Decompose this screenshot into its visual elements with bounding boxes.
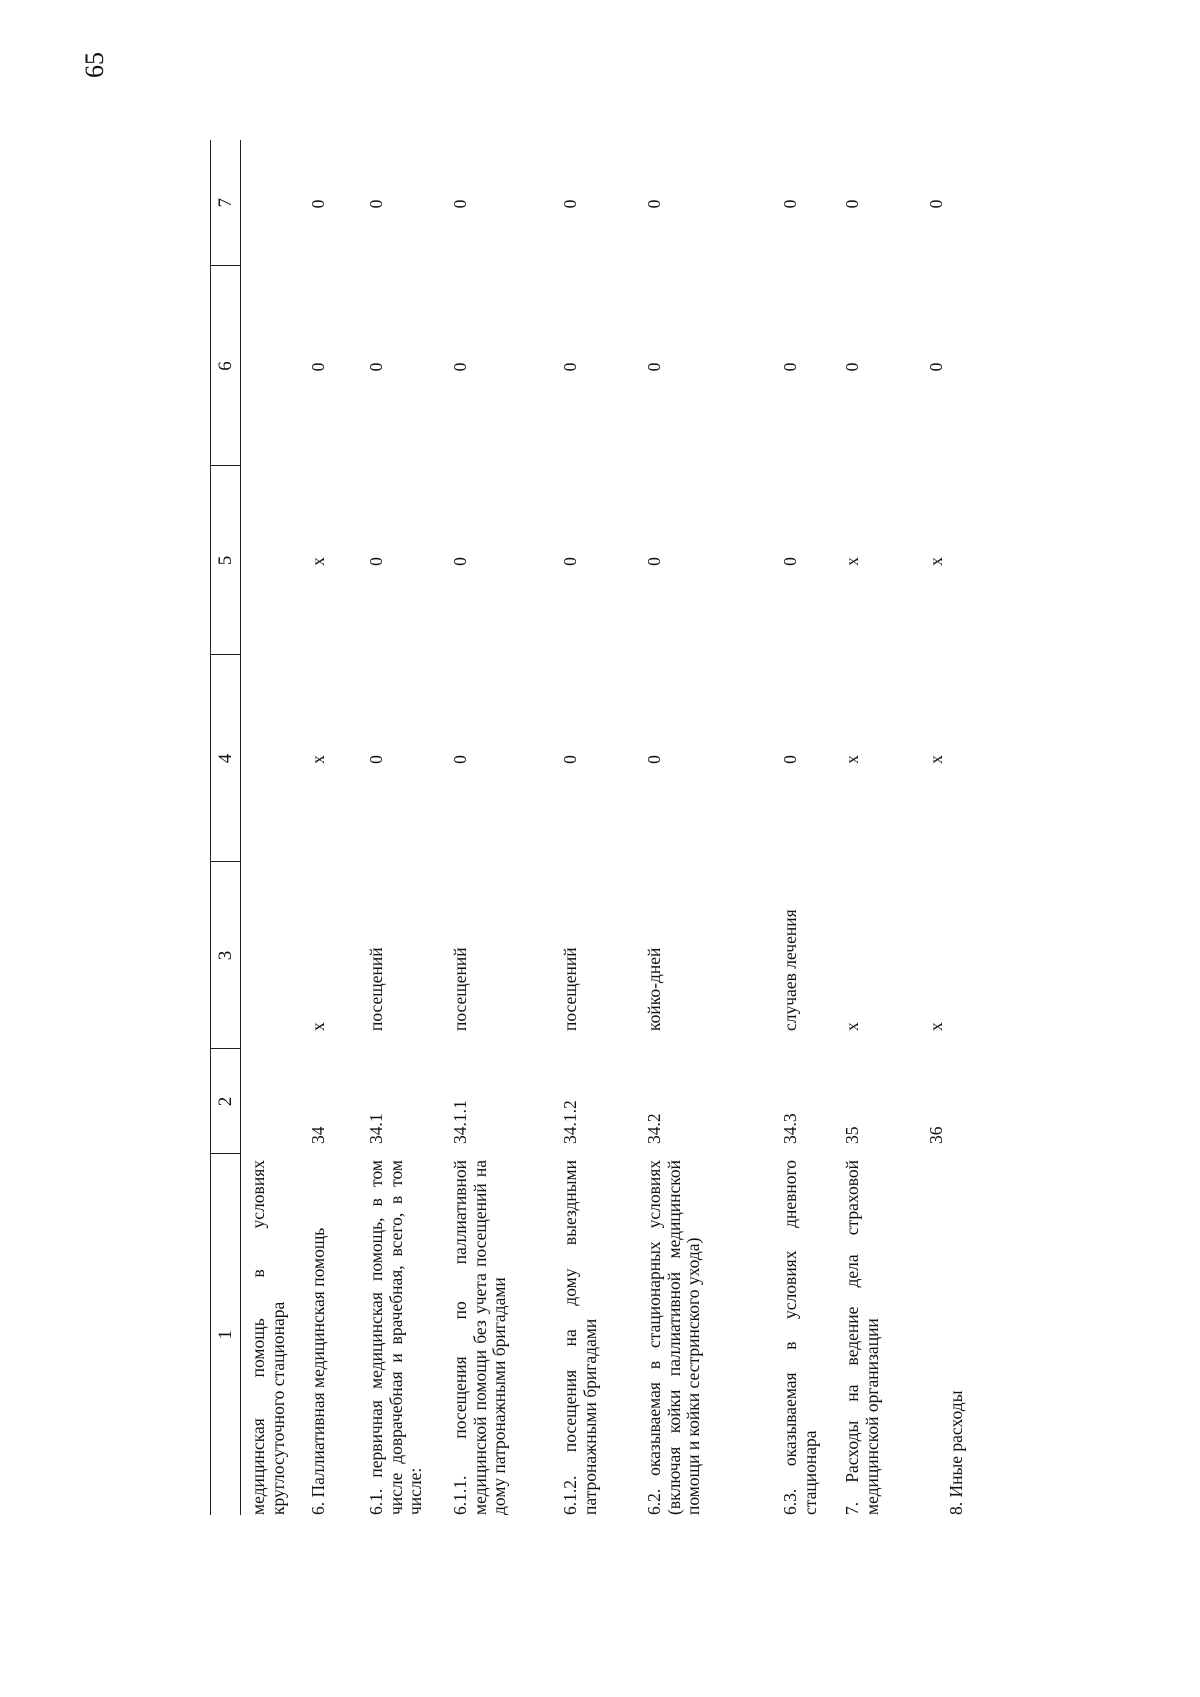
table-row <box>781 140 843 1515</box>
row-unit: посещений <box>450 947 470 1031</box>
row-value-col4: x <box>842 755 862 764</box>
row-unit: койко-дней <box>644 947 664 1031</box>
row-value-col5: 0 <box>780 557 800 566</box>
row-value-col7: 0 <box>926 199 946 209</box>
row-value-col4: 0 <box>366 755 386 764</box>
table-row <box>451 140 561 1515</box>
row-value-col7: 0 <box>842 199 862 209</box>
row-value-col5: x <box>308 557 328 566</box>
row-value-col7: 0 <box>366 199 386 209</box>
row-label: 6.1.1. посещения по паллиативной медицинской помощи без учета посещений на дому патронажными бригадами <box>450 1160 510 1515</box>
row-label: 7. Расходы на ведение дела страховой медицинской организации <box>842 1160 882 1515</box>
row-label: 6. Паллиативная медицинская помощь <box>308 1227 328 1515</box>
row-value-col7: 0 <box>450 199 470 209</box>
row-value-col6: 0 <box>926 362 946 372</box>
row-code: 34.3 <box>780 1113 800 1144</box>
row-unit: x <box>308 1022 328 1031</box>
table-row-continuation <box>249 140 309 1515</box>
column-header-2: 2 <box>211 1049 241 1154</box>
row-value-col7: 0 <box>308 199 328 209</box>
row-value-col4: 0 <box>560 755 580 764</box>
row-label: 6.2. оказываемая в стационарных условиях (включая койки паллиативной медицинской помощи и койки сестринского ухода) <box>644 1160 704 1515</box>
row-value-col5: 0 <box>560 557 580 566</box>
table-row <box>645 140 781 1515</box>
data-table <box>210 140 967 1515</box>
row-value-col6: 0 <box>450 362 470 372</box>
row-label: медицинская помощь в условиях круглосуточного стационара <box>248 1160 288 1515</box>
row-value-col4: x <box>308 755 328 764</box>
row-value-col7: 0 <box>644 199 664 209</box>
column-header-4: 4 <box>211 655 241 862</box>
row-value-col4: 0 <box>780 755 800 764</box>
row-unit: посещений <box>560 947 580 1031</box>
column-header-7: 7 <box>211 140 241 266</box>
row-value-col7: 0 <box>780 199 800 209</box>
row-value-col7: 0 <box>560 199 580 209</box>
row-unit: x <box>842 1022 862 1031</box>
row-label: 6.1. первичная медицинская помощь, в том числе доврачебная и врачебная, всего, в том числе: <box>366 1160 426 1515</box>
row-value-col6: 0 <box>308 362 328 372</box>
row-label: 8. Иные расходы <box>946 1390 967 1515</box>
row-code: 36 <box>926 1126 946 1144</box>
column-header-5: 5 <box>211 466 241 655</box>
row-value-col5: x <box>926 557 946 566</box>
row-label: 6.3. оказываемая в условиях дневного стационара <box>780 1160 820 1515</box>
row-code: 34 <box>308 1126 328 1144</box>
table-row <box>309 140 367 1515</box>
row-code: 34.1 <box>366 1113 386 1144</box>
row-value-col6: 0 <box>842 362 862 372</box>
row-code: 34.2 <box>644 1113 664 1144</box>
row-value-col6: 0 <box>780 362 800 372</box>
column-header-1: 1 <box>211 1154 241 1515</box>
row-value-col4: x <box>926 755 946 764</box>
row-value-col6: 0 <box>560 362 580 372</box>
row-value-col6: 0 <box>366 362 386 372</box>
row-value-col5: 0 <box>450 557 470 566</box>
row-value-col4: 0 <box>644 755 664 764</box>
row-value-col5: 0 <box>644 557 664 566</box>
row-unit: посещений <box>366 947 386 1031</box>
column-number-header-row <box>211 140 241 1515</box>
row-label: 6.1.2. посещения на дому выездными патронажными бригадами <box>560 1160 600 1515</box>
row-code: 35 <box>842 1126 862 1144</box>
row-code: 34.1.1 <box>450 1100 470 1144</box>
row-unit: x <box>926 1022 946 1031</box>
table-row <box>843 140 927 1515</box>
row-value-col5: 0 <box>366 557 386 566</box>
rotated-table-container <box>210 140 967 1515</box>
page-number: 65 <box>80 52 109 78</box>
row-unit: случаев лечения <box>780 909 800 1031</box>
row-value-col6: 0 <box>644 362 664 372</box>
row-value-col4: 0 <box>450 755 470 764</box>
table-row <box>927 140 967 1515</box>
row-value-col5: x <box>842 557 862 566</box>
row-code: 34.1.2 <box>560 1100 580 1144</box>
column-header-6: 6 <box>211 266 241 466</box>
table-row <box>561 140 645 1515</box>
table-row <box>367 140 451 1515</box>
column-header-3: 3 <box>211 862 241 1049</box>
